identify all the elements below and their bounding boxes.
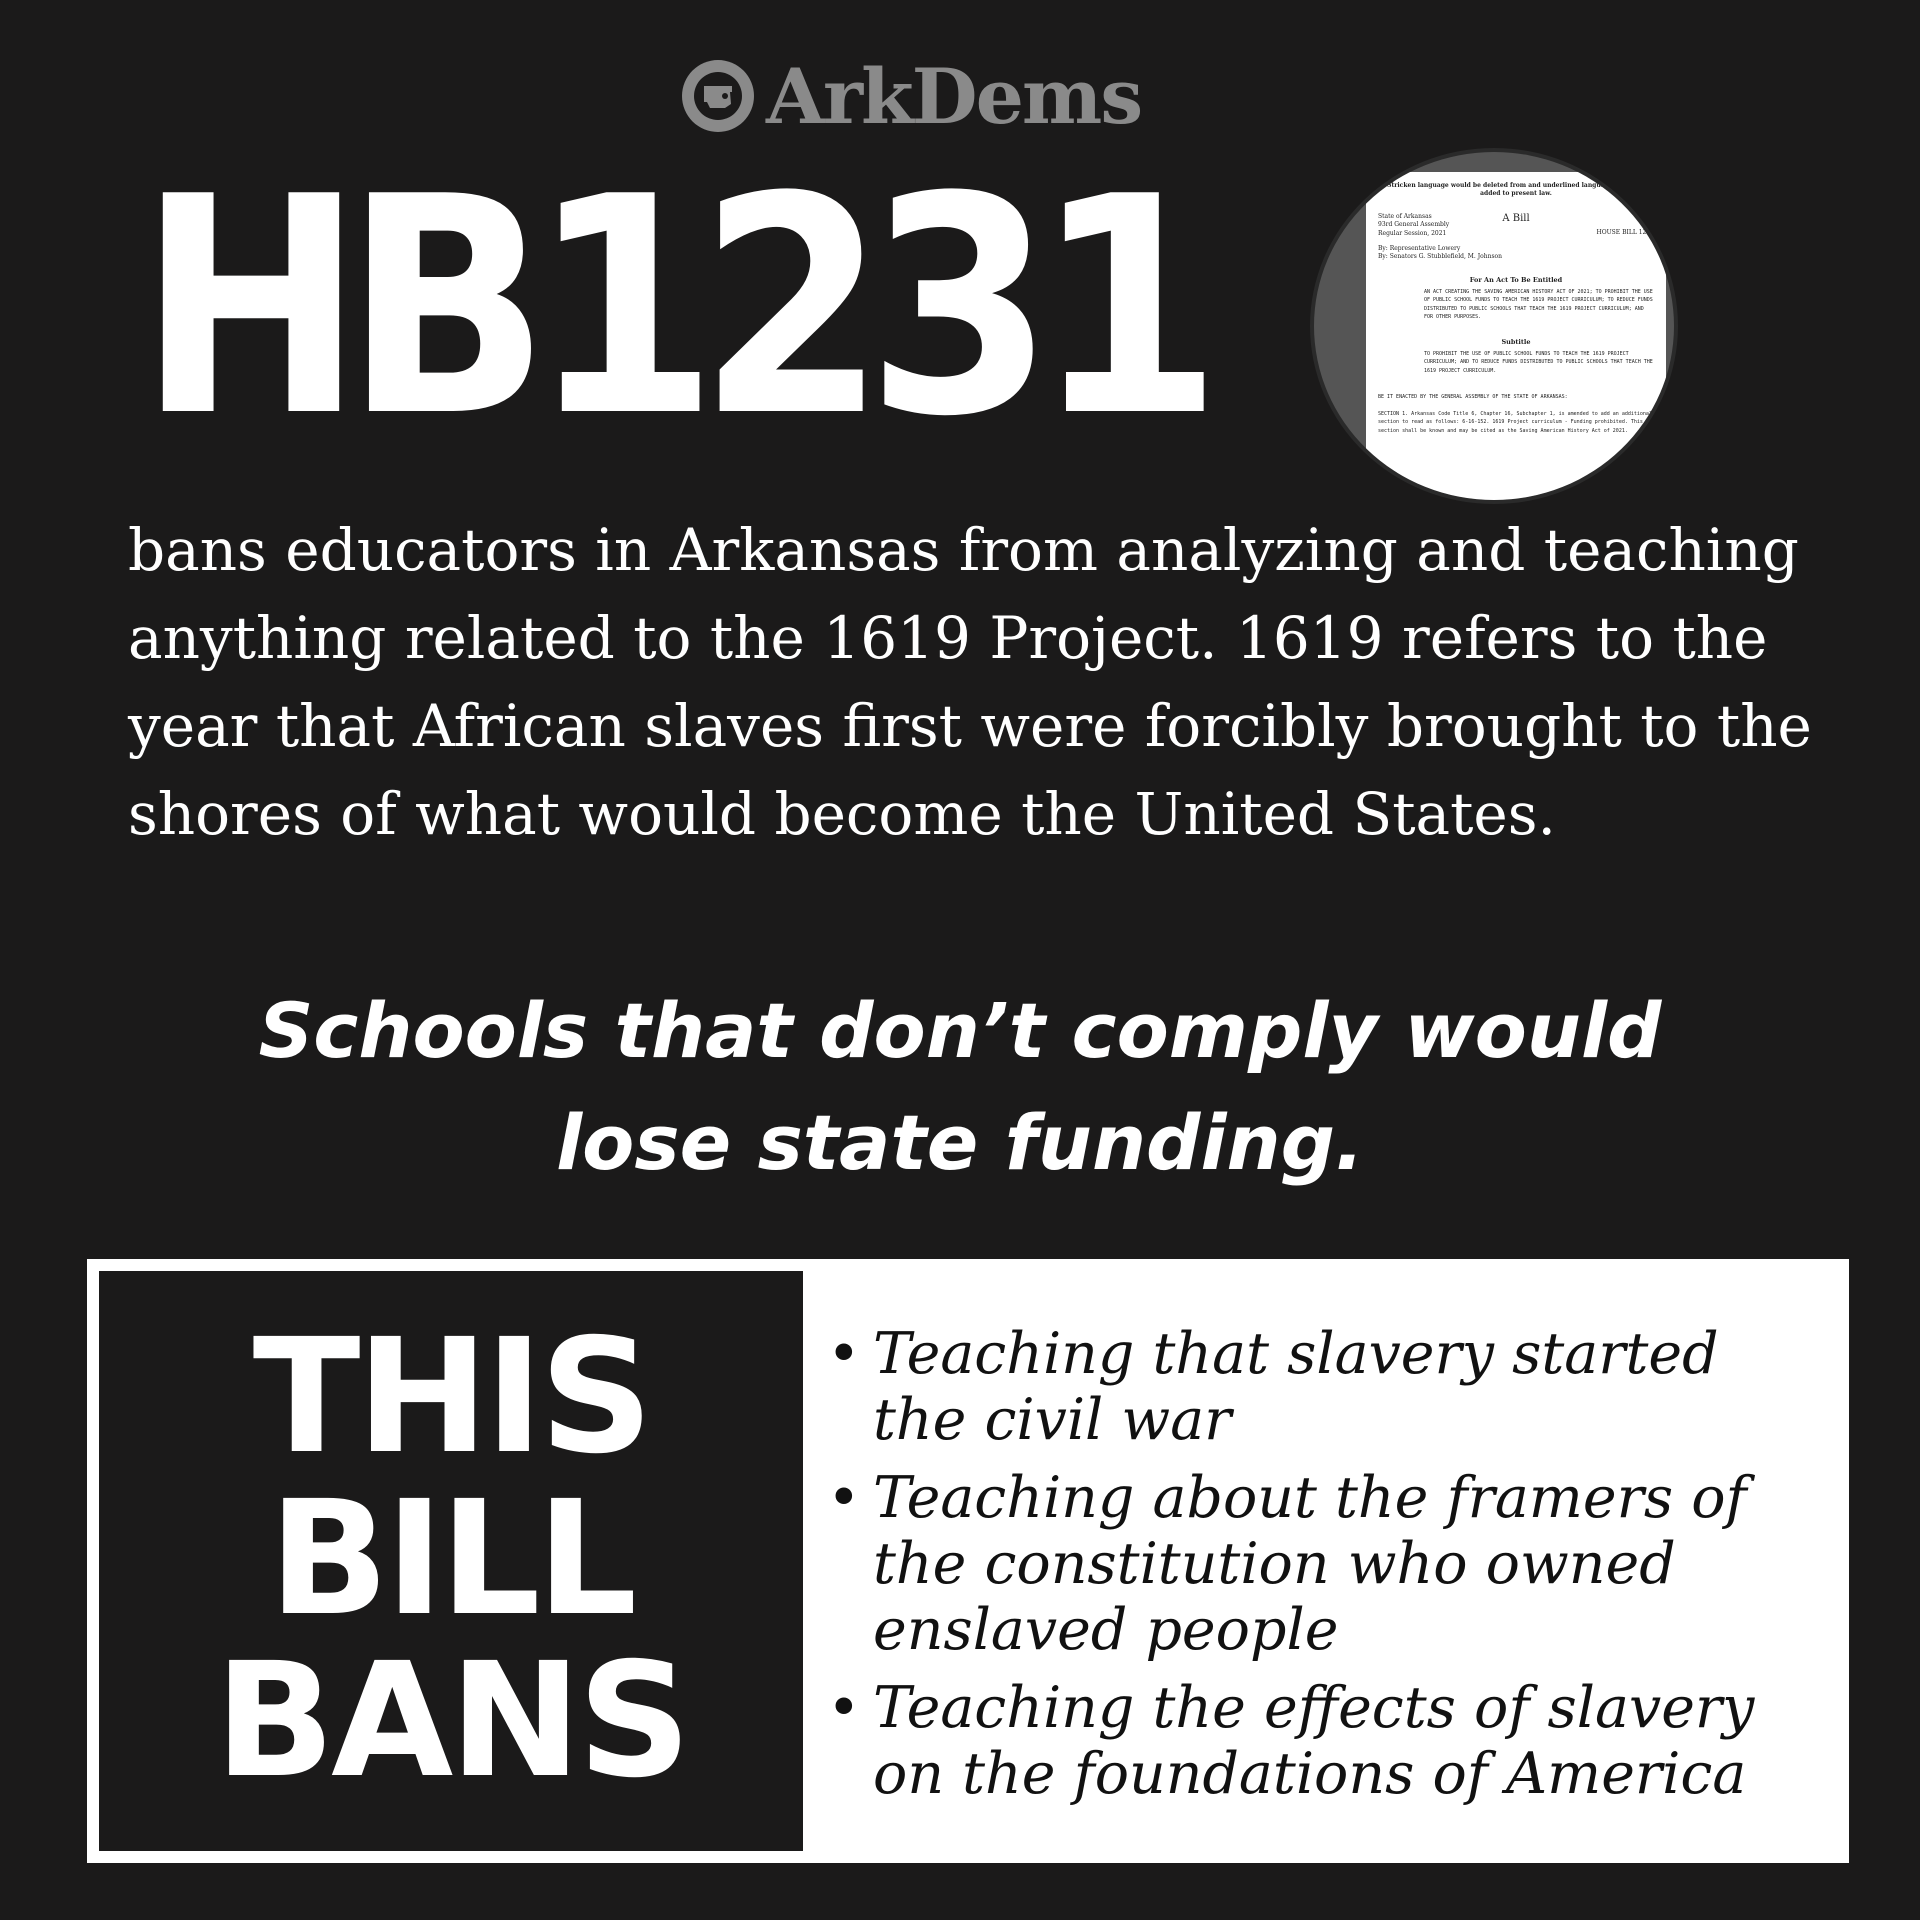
ban-item-text: Teaching about the framers of the constitution who owned enslaved people	[873, 1465, 1747, 1663]
doc-type: A Bill	[1502, 212, 1530, 224]
ban-item-text: Teaching the effects of slavery on the foundations of America	[873, 1675, 1755, 1807]
bullet-icon: •	[827, 1321, 861, 1387]
doc-state: State of Arkansas	[1378, 212, 1432, 220]
bill-description: bans educators in Arkansas from analyzing and teaching anything related to the 1619 Project. 1619 refers to the year that African slaves first were forcibly brought to the shores of what would become the United States.	[128, 516, 1812, 848]
list-item	[827, 1675, 1827, 1807]
doc-subtitle-body: TO PROHIBIT THE USE OF PUBLIC SCHOOL FUNDS TO TEACH THE 1619 PROJECT CURRICULUM; AND TO REDUCE FUNDS DISTRIBUTED TO PUBLIC SCHOOLS THAT TEACH THE 1619 PROJECT CURRICULUM.	[1424, 351, 1653, 374]
doc-sponsor-senate: By: Senators G. Stubblefield, M. Johnson	[1378, 253, 1503, 261]
doc-sponsor-house: By: Representative Lowery	[1378, 244, 1461, 252]
arkdems-logo	[680, 52, 1240, 141]
doc-title-body: AN ACT CREATING THE SAVING AMERICAN HISTORY ACT OF 2021; TO PROHIBIT THE USE OF PUBLIC SCHOOL FUNDS TO TEACH THE 1619 PROJECT CURRICULUM; TO REDUCE FUNDS DISTRIBUTED TO PUBLIC SCHOOLS THAT TEACH THE 1619 PROJECT CURRICULUM; AND FOR OTHER PURPOSES.	[1424, 289, 1653, 321]
doc-session: Regular Session, 2021	[1378, 229, 1447, 237]
doc-assembly: 93rd General Assembly	[1378, 221, 1450, 229]
list-item	[827, 1465, 1827, 1663]
list-item	[827, 1321, 1827, 1453]
bullet-icon: •	[827, 1675, 861, 1741]
bill-bans-box	[87, 1259, 1849, 1863]
bans-heading-panel	[99, 1271, 803, 1851]
doc-section: SECTION 1. Arkansas Code Title 6, Chapter 16, Subchapter 1, is amended to add an additional section to read as follows: 6-16-152. 1619 Project curriculum - Funding prohibited. This section shall be known and may be cited as the Saving American History Act of 2021.	[1378, 410, 1652, 434]
bans-heading-line-1: THIS	[252, 1305, 650, 1489]
logo-wordmark: ArkDems	[766, 52, 1142, 141]
bill-document-thumbnail	[1310, 148, 1678, 504]
bill-number-heading: HB1231	[138, 133, 1203, 482]
bans-heading-line-3: BANS	[214, 1629, 688, 1813]
doc-header	[1378, 213, 1654, 239]
ban-item-text: Teaching that slavery started the civil war	[873, 1321, 1719, 1453]
bans-list	[827, 1321, 1827, 1819]
doc-note: Stricken language would be deleted from and underlined language would be added to present law.	[1387, 182, 1645, 198]
bans-heading-line-2: BILL	[268, 1467, 634, 1651]
bullet-icon: •	[827, 1465, 861, 1531]
funding-tagline: Schools that don’t comply would lose state funding.	[258, 986, 1662, 1187]
arkansas-seal-icon	[680, 58, 756, 134]
doc-sponsors	[1378, 245, 1654, 262]
doc-subtitle-heading: Subtitle	[1501, 337, 1531, 346]
doc-bill-label: HOUSE BILL 1231	[1596, 228, 1654, 236]
doc-title-heading: For An Act To Be Entitled	[1469, 275, 1563, 284]
bans-heading	[99, 1305, 803, 1813]
doc-enacting-clause: BE IT ENACTED BY THE GENERAL ASSEMBLY OF THE STATE OF ARKANSAS:	[1378, 394, 1568, 401]
bill-document-page	[1366, 172, 1666, 504]
